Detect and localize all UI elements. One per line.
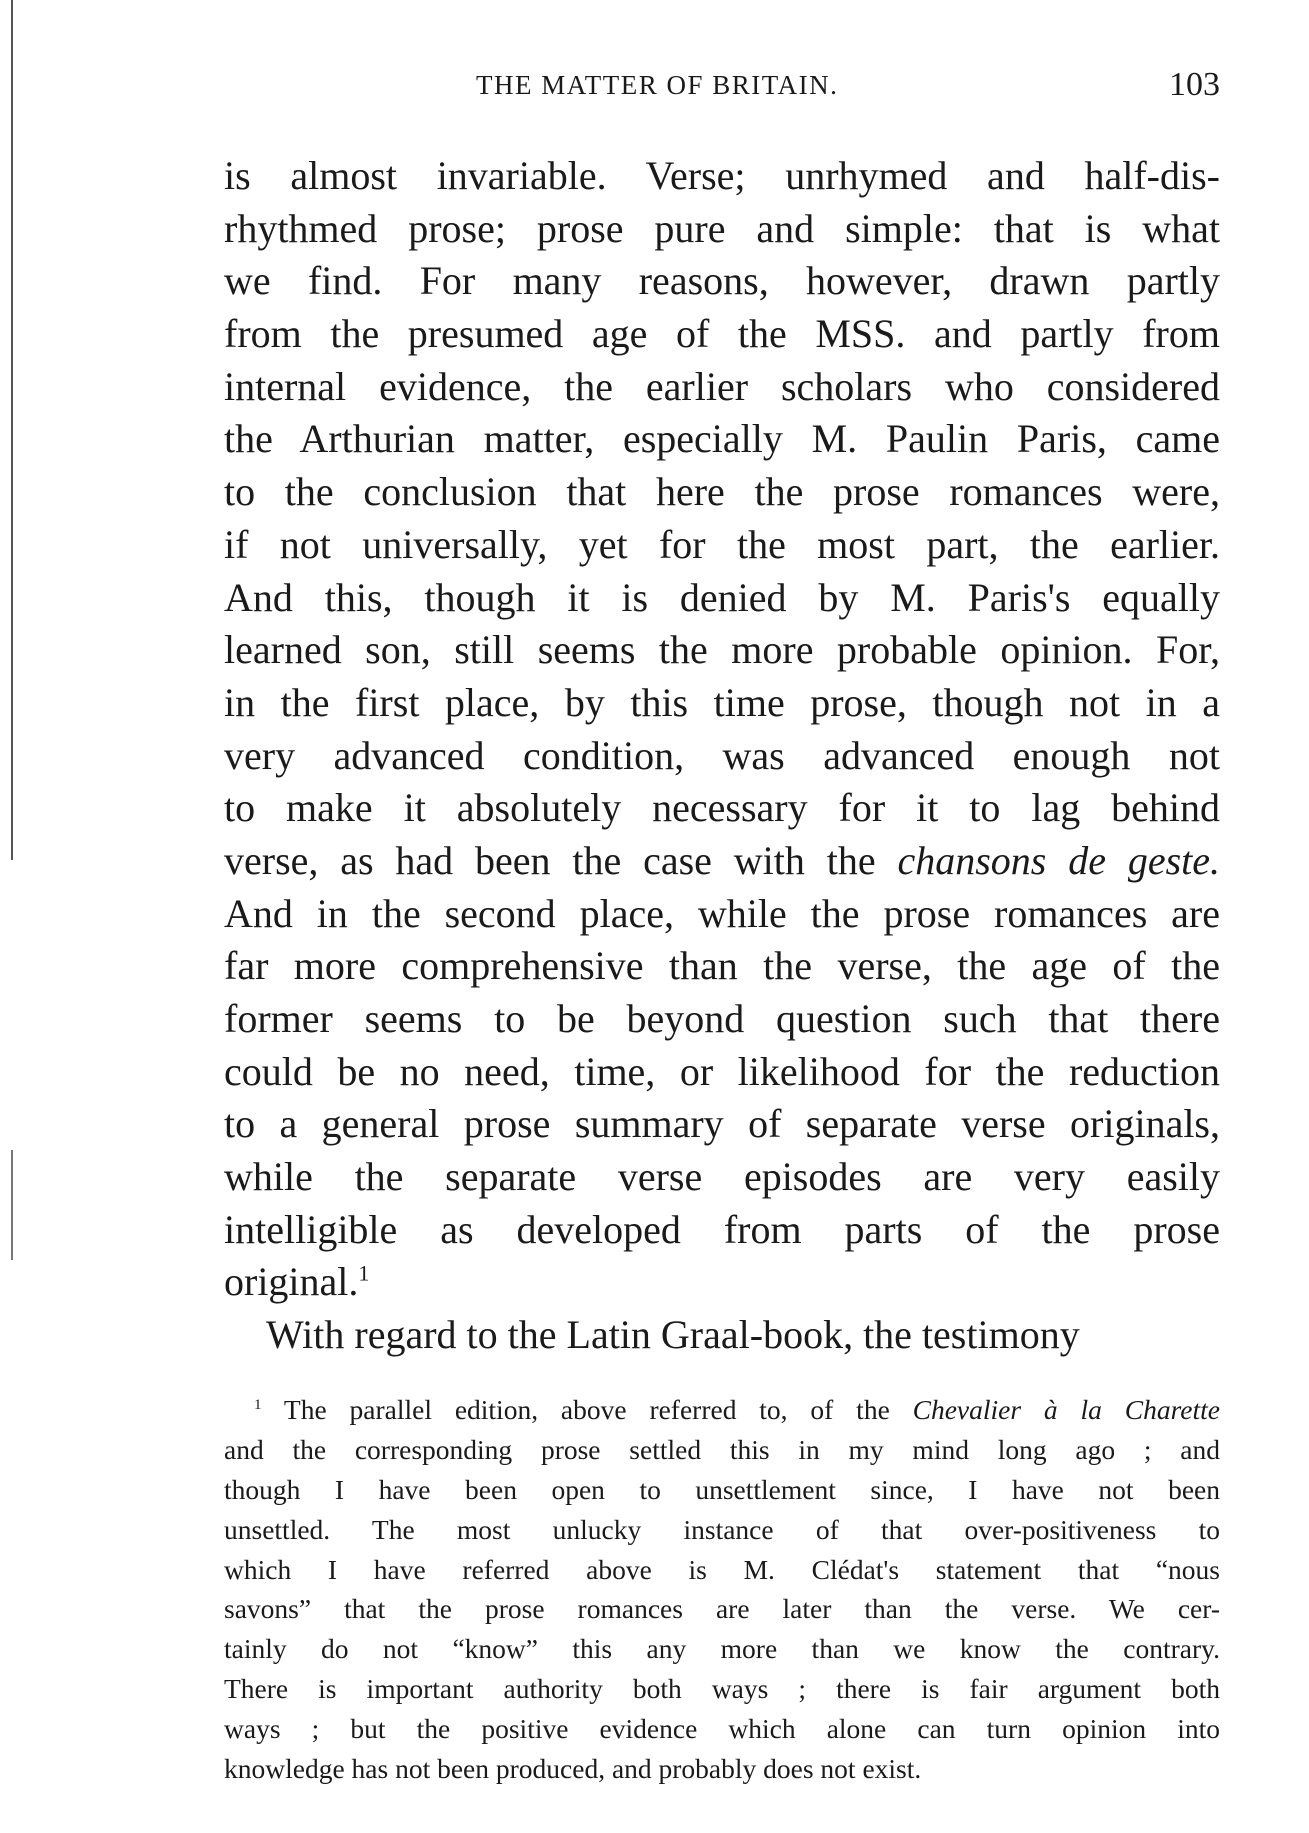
text-segment: in the first place, by this time prose, though not in a	[224, 679, 1220, 725]
footnote-line	[224, 1669, 1220, 1709]
footnote-marker: 1	[254, 1396, 262, 1413]
footnote-marker: 1	[358, 1261, 370, 1287]
footnote-line	[224, 1430, 1220, 1470]
text-segment: the Arthurian matter, especially M. Paulin Paris, came	[224, 416, 1220, 462]
text-segment: learned son, still seems the more probable opinion. For,	[224, 627, 1220, 673]
text-line	[224, 308, 1220, 361]
text-line	[224, 730, 1220, 783]
footnote	[224, 1390, 1220, 1789]
text-line	[224, 940, 1220, 993]
text-line	[224, 1151, 1220, 1204]
footnote-line	[224, 1589, 1220, 1629]
text-line	[224, 203, 1220, 256]
text-segment: from the presumed age of the MSS. and partly from	[224, 311, 1220, 357]
footnote-line	[224, 1390, 1220, 1430]
text-segment: former seems to be beyond question such that there	[224, 996, 1220, 1041]
footnote-line	[224, 1709, 1220, 1749]
text-line	[224, 466, 1220, 519]
text-segment: very advanced condition, was advanced enough not	[224, 732, 1220, 778]
text-line	[224, 888, 1220, 941]
footnote-line	[224, 1470, 1220, 1510]
text-line	[224, 677, 1220, 730]
text-segment: could be no need, time, or likelihood for the reduction	[224, 1048, 1220, 1094]
text-segment: while the separate verse episodes are very easily	[224, 1154, 1220, 1200]
text-segment: though I have been open to unsettlement since, I have not been	[224, 1473, 1220, 1505]
text-line	[224, 361, 1220, 414]
text-segment: unsettled. The most unlucky instance of that over-positiveness to	[224, 1513, 1220, 1545]
text-line	[224, 1098, 1220, 1151]
text-segment: savons” that the prose romances are later than the verse. We cer-	[224, 1593, 1220, 1625]
text-segment: which I have referred above is M. Clédat's statement that “nous	[224, 1553, 1220, 1585]
text-line	[224, 993, 1220, 1046]
text-line	[224, 572, 1220, 625]
text-line	[224, 413, 1220, 466]
text-segment: is almost invariable. Verse; unrhymed and half-dis-	[224, 153, 1220, 198]
text-segment: original.	[224, 1259, 359, 1305]
italic-text: Chevalier à la Charette	[912, 1394, 1220, 1425]
text-segment: we find. For many reasons, however, drawn partly	[224, 258, 1220, 304]
text-line	[224, 1204, 1220, 1257]
text-segment: And in the second place, while the prose romances are	[224, 890, 1220, 936]
footnote-line	[224, 1550, 1220, 1590]
text-segment: internal evidence, the earlier scholars who considered	[224, 363, 1220, 409]
text-line	[224, 782, 1220, 835]
footnote-line	[224, 1629, 1220, 1669]
page-number: 103	[1169, 66, 1220, 103]
text-line	[224, 835, 1220, 888]
body-text	[224, 150, 1220, 1362]
footnote-line	[224, 1749, 1220, 1789]
text-segment: And this, though it is denied by M. Paris's equally	[224, 574, 1220, 620]
text-segment: tainly do not “know” this any more than we know the contrary.	[224, 1633, 1220, 1665]
text-segment: With regard to the Latin Graal-book, the testimony	[266, 1312, 1080, 1358]
text-segment: knowledge has not been produced, and probably does not exist.	[224, 1753, 922, 1785]
scan-edge-line	[11, 1150, 13, 1260]
text-segment: to a general prose summary of separate verse originals,	[224, 1101, 1220, 1147]
scan-edge-line	[11, 0, 13, 860]
italic-text: chansons de geste.	[897, 837, 1220, 883]
text-segment: if not universally, yet for the most part, the earlier.	[224, 521, 1220, 567]
text-line	[224, 1046, 1220, 1099]
text-segment: to make it absolutely necessary for it to lag behind	[224, 785, 1220, 831]
text-segment: to the conclusion that here the prose romances were,	[224, 469, 1220, 515]
text-segment: far more comprehensive than the verse, the age of the	[224, 943, 1220, 989]
text-segment: intelligible as developed from parts of the prose	[224, 1206, 1220, 1252]
text-segment: and the corresponding prose settled this in my mind long ago ; and	[224, 1433, 1220, 1465]
text-segment: rhythmed prose; prose pure and simple: that is what	[224, 205, 1220, 251]
text-segment: The parallel edition, above referred to, of the	[261, 1394, 913, 1425]
text-segment: There is important authority both ways ; there is fair argument both	[224, 1673, 1220, 1705]
text-line	[224, 519, 1220, 572]
text-line	[224, 255, 1220, 308]
text-line	[224, 1256, 1220, 1309]
text-segment: verse, as had been the case with the	[224, 837, 898, 883]
text-line	[224, 624, 1220, 677]
running-title: THE MATTER OF BRITAIN.	[476, 70, 839, 100]
text-segment: ways ; but the positive evidence which alone can turn opinion into	[224, 1713, 1220, 1745]
page-header	[224, 66, 1220, 110]
text-line	[224, 1309, 1220, 1362]
text-line	[224, 150, 1220, 203]
footnote-line	[224, 1510, 1220, 1550]
